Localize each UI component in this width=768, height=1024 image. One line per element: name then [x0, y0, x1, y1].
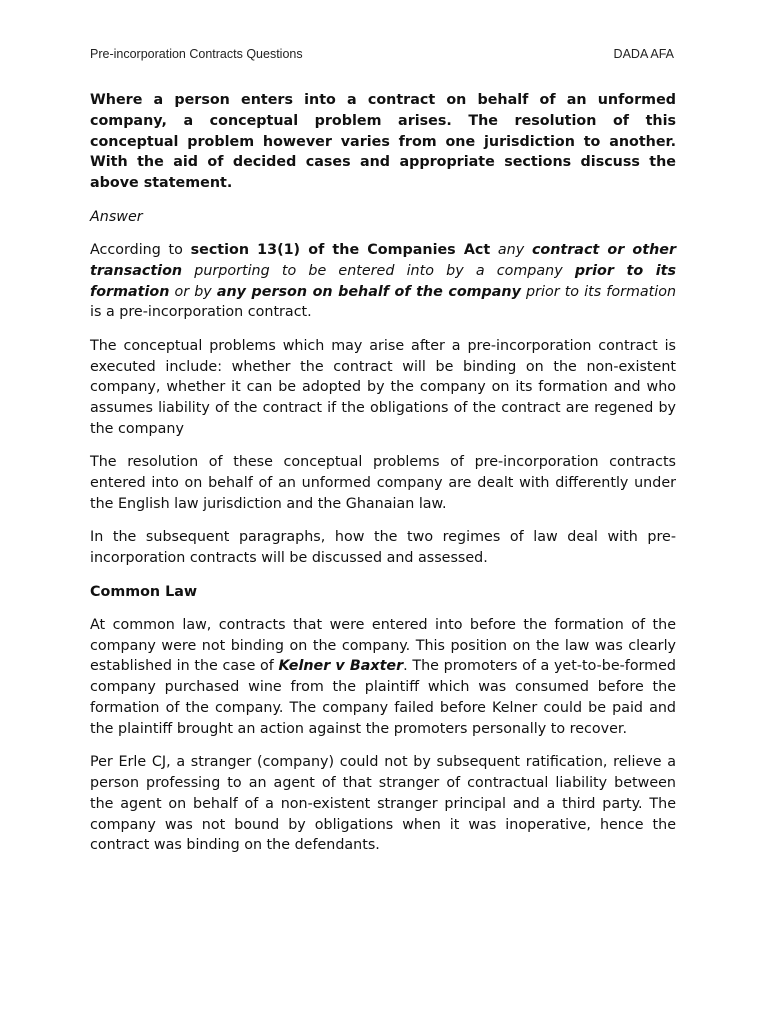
text-run: At common law, contracts that were entered into before the formation of the company were not binding on the company. This position on the law was clearly established in the case of: [90, 616, 676, 675]
page-header: [90, 47, 674, 65]
text-run: prior to its formation: [520, 283, 677, 300]
answer-label: Answer: [90, 208, 143, 225]
paragraph-conceptual-problems: The conceptual problems which may arise after a pre-incorporation contract is executed include: whether the contract will be binding on the non-existent company, whether it can be adopted by the company on its formation and who assumes liability of the contract if the obligations of the contract are regened by the company: [90, 337, 676, 437]
header-author: DADA AFA: [613, 47, 674, 61]
section-reference: section 13(1) of the Companies Act: [190, 241, 491, 258]
case-name-kelner-v-baxter: Kelner v Baxter: [278, 658, 404, 675]
emphasis-any-person: any person on behalf of the company: [216, 283, 521, 300]
text-run: purporting to be entered into by a company: [182, 262, 575, 279]
text-run: is a pre-incorporation contract.: [90, 304, 312, 321]
emphasis-contract: contract or other transaction: [90, 241, 677, 279]
text-run: any: [490, 241, 532, 258]
text-run: . The promoters of a yet-to-be-formed company purchased wine from the plaintiff which was consumed before the formation of the company. The company failed before Kelner could be paid and the plaintiff brought an action against the promoters personally to recover.: [90, 658, 676, 737]
paragraph-subsequent: In the subsequent paragraphs, how the two regimes of law deal with pre-incorporation contracts will be discussed and assessed.: [90, 529, 676, 567]
question-paragraph: Where a person enters into a contract on behalf of an unformed company, a conceptual problem arises. The resolution of this conceptual problem however varies from one jurisdiction to another. With the aid of decided cases and appropriate sections discuss the above statement.: [90, 92, 676, 192]
header-title: Pre-incorporation Contracts Questions: [90, 47, 303, 61]
paragraph-resolution: The resolution of these conceptual problems of pre-incorporation contracts entered into on behalf of an unformed company are dealt with differently under the English law jurisdiction and the Ghanaian law.: [90, 454, 676, 512]
paragraph-section-13: [90, 240, 676, 323]
section-heading-common-law: Common Law: [90, 583, 198, 600]
text-run: According to: [90, 241, 191, 258]
text-run: or by: [169, 283, 217, 300]
document-body: [90, 90, 676, 869]
paragraph-erle-cj: Per Erle CJ, a stranger (company) could not by subsequent ratification, relieve a person professing to an agent of that stranger of contractual liability between the agent on behalf of a non-existent stranger principal and a third party. The company was not bound by obligations when it was inoperative, hence the contract was binding on the defendants.: [90, 754, 676, 854]
paragraph-common-law: [90, 615, 676, 740]
emphasis-prior-formation: prior to its formation: [90, 262, 676, 300]
